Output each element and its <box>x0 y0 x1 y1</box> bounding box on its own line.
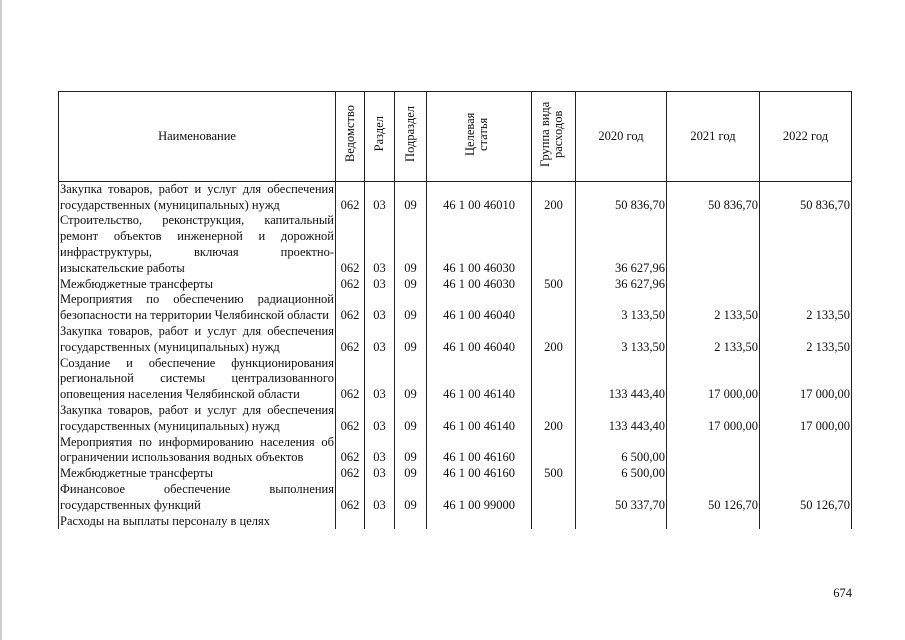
cell-name: Межбюджетные трансферты <box>59 466 336 482</box>
cell-expense-group <box>532 292 576 324</box>
cell-expense-group <box>532 514 576 530</box>
cell-2020 <box>576 514 667 530</box>
cell-subsection: 09 <box>395 181 427 213</box>
cell-expense-group: 200 <box>532 403 576 435</box>
cell-subsection: 09 <box>395 213 427 276</box>
cell-expense-group: 200 <box>532 181 576 213</box>
cell-subsection: 09 <box>395 356 427 403</box>
cell-name: Межбюджетные трансферты <box>59 277 336 293</box>
cell-2020: 133 443,40 <box>576 356 667 403</box>
cell-name: Финансовое обеспечение выполнения государственных функций <box>60 481 334 512</box>
cell-section: 03 <box>365 482 395 514</box>
table-row <box>59 324 852 356</box>
table-row <box>59 482 852 514</box>
cell-2022 <box>760 514 852 530</box>
cell-2021: 17 000,00 <box>667 356 760 403</box>
page-left-edge <box>0 0 2 640</box>
cell-name: Закупка товаров, работ и услуг для обеспечения государственных (муниципальных) нужд <box>60 181 334 212</box>
cell-name: Создание и обеспечение функционирования региональной системы централизованного оповещения населения Челябинской области <box>60 355 334 402</box>
cell-department: 062 <box>336 482 365 514</box>
cell-2020: 50 836,70 <box>576 181 667 213</box>
cell-target-article: 46 1 00 46160 <box>427 435 532 467</box>
cell-subsection: 09 <box>395 324 427 356</box>
cell-section <box>365 514 395 530</box>
cell-target-article: 46 1 00 46040 <box>427 324 532 356</box>
cell-subsection: 09 <box>395 403 427 435</box>
cell-2020: 3 133,50 <box>576 292 667 324</box>
cell-2022: 2 133,50 <box>760 292 852 324</box>
cell-2021: 17 000,00 <box>667 403 760 435</box>
table-header-row <box>59 92 852 182</box>
cell-2020: 6 500,00 <box>576 435 667 467</box>
header-2020: 2020 год <box>576 92 667 182</box>
cell-department: 062 <box>336 324 365 356</box>
cell-subsection <box>395 514 427 530</box>
cell-2021: 50 126,70 <box>667 482 760 514</box>
cell-expense-group: 500 <box>532 466 576 482</box>
table-row <box>59 277 852 293</box>
cell-name: Строительство, реконструкция, капитальный ремонт объектов инженерной и дорожной инфраструктуры, включая проектно-изыскательские работы <box>60 213 334 275</box>
table-row <box>59 356 852 403</box>
cell-name: Закупка товаров, работ и услуг для обеспечения государственных (муниципальных) нужд <box>60 402 334 433</box>
cell-target-article: 46 1 00 99000 <box>427 482 532 514</box>
cell-target-article: 46 1 00 46140 <box>427 403 532 435</box>
cell-2020: 133 443,40 <box>576 403 667 435</box>
table-body <box>59 181 852 529</box>
cell-2021 <box>667 514 760 530</box>
cell-name: Закупка товаров, работ и услуг для обеспечения государственных (муниципальных) нужд <box>60 323 334 354</box>
cell-2021 <box>667 466 760 482</box>
table-row <box>59 514 852 530</box>
cell-target-article: 46 1 00 46030 <box>427 213 532 276</box>
cell-2022 <box>760 466 852 482</box>
table-row <box>59 435 852 467</box>
cell-department: 062 <box>336 181 365 213</box>
cell-2021: 50 836,70 <box>667 181 760 213</box>
cell-2022 <box>760 435 852 467</box>
cell-department: 062 <box>336 403 365 435</box>
cell-subsection: 09 <box>395 292 427 324</box>
cell-name: Мероприятия по информированию населения об ограничении использования водных объектов <box>60 434 334 465</box>
cell-2021 <box>667 213 760 276</box>
cell-department: 062 <box>336 277 365 293</box>
cell-section: 03 <box>365 213 395 276</box>
cell-2022: 17 000,00 <box>760 356 852 403</box>
cell-section: 03 <box>365 181 395 213</box>
cell-2020: 36 627,96 <box>576 213 667 276</box>
cell-subsection: 09 <box>395 277 427 293</box>
table-row <box>59 292 852 324</box>
cell-2022: 50 836,70 <box>760 181 852 213</box>
header-target-article: Целевая статья <box>427 92 532 182</box>
cell-2022 <box>760 213 852 276</box>
cell-section: 03 <box>365 466 395 482</box>
cell-expense-group: 500 <box>532 277 576 293</box>
cell-2022 <box>760 277 852 293</box>
cell-expense-group <box>532 213 576 276</box>
cell-2020: 3 133,50 <box>576 324 667 356</box>
cell-expense-group <box>532 435 576 467</box>
header-name: Наименование <box>59 92 336 182</box>
cell-department: 062 <box>336 213 365 276</box>
header-section: Раздел <box>365 92 395 182</box>
cell-2020: 6 500,00 <box>576 466 667 482</box>
cell-name: Расходы на выплаты персоналу в целях <box>59 514 336 530</box>
cell-2020: 36 627,96 <box>576 277 667 293</box>
cell-section: 03 <box>365 356 395 403</box>
cell-expense-group <box>532 356 576 403</box>
cell-subsection: 09 <box>395 482 427 514</box>
cell-expense-group: 200 <box>532 324 576 356</box>
cell-target-article: 46 1 00 46160 <box>427 466 532 482</box>
table-row <box>59 466 852 482</box>
cell-department: 062 <box>336 356 365 403</box>
cell-department: 062 <box>336 292 365 324</box>
cell-subsection: 09 <box>395 435 427 467</box>
cell-2021: 2 133,50 <box>667 292 760 324</box>
cell-subsection: 09 <box>395 466 427 482</box>
cell-2021: 2 133,50 <box>667 324 760 356</box>
cell-2020: 50 337,70 <box>576 482 667 514</box>
cell-name: Мероприятия по обеспечению радиационной безопасности на территории Челябинской области <box>60 292 334 323</box>
cell-target-article: 46 1 00 46140 <box>427 356 532 403</box>
header-2021: 2021 год <box>667 92 760 182</box>
cell-section: 03 <box>365 403 395 435</box>
page-number: 674 <box>833 586 852 600</box>
budget-table <box>58 91 852 529</box>
cell-department <box>336 514 365 530</box>
cell-section: 03 <box>365 277 395 293</box>
table-row <box>59 213 852 276</box>
cell-department: 062 <box>336 435 365 467</box>
header-department: Ведомство <box>336 92 365 182</box>
table-row <box>59 181 852 213</box>
cell-section: 03 <box>365 324 395 356</box>
cell-2022: 2 133,50 <box>760 324 852 356</box>
header-subsection: Подраздел <box>395 92 427 182</box>
cell-section: 03 <box>365 435 395 467</box>
cell-department: 062 <box>336 466 365 482</box>
cell-target-article: 46 1 00 46010 <box>427 181 532 213</box>
cell-section: 03 <box>365 292 395 324</box>
cell-2021 <box>667 277 760 293</box>
cell-2022: 50 126,70 <box>760 482 852 514</box>
cell-target-article: 46 1 00 46040 <box>427 292 532 324</box>
cell-expense-group <box>532 482 576 514</box>
cell-2022: 17 000,00 <box>760 403 852 435</box>
cell-target-article: 46 1 00 46030 <box>427 277 532 293</box>
header-expense-group: Группа вида расходов <box>532 92 576 182</box>
cell-2021 <box>667 435 760 467</box>
header-2022: 2022 год <box>760 92 852 182</box>
cell-target-article <box>427 514 532 530</box>
table-row <box>59 403 852 435</box>
